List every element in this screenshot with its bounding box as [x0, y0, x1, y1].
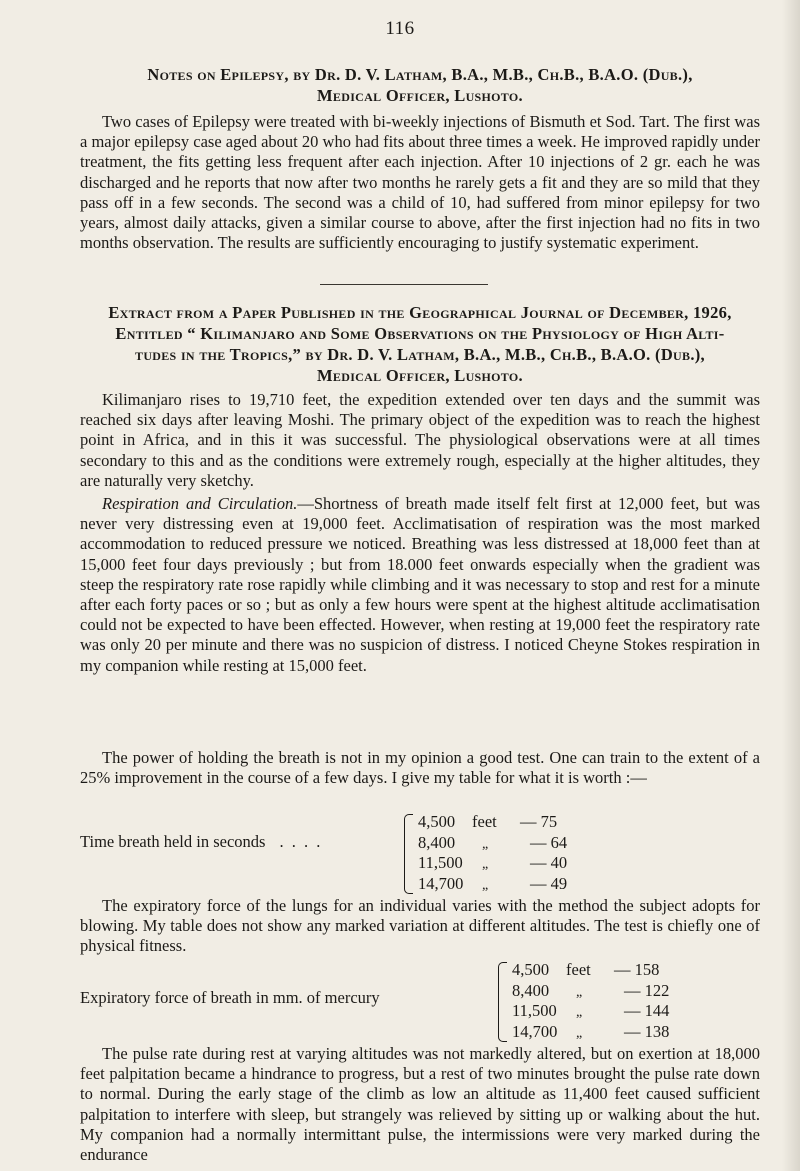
brace — [498, 962, 507, 1042]
expiratory-section — [80, 896, 760, 957]
kilimanjaro-intro — [80, 390, 760, 491]
breath-holding-section — [80, 748, 760, 788]
kilimanjaro-heading-line-3: tudes in the Tropics,” by Dr. D. V. Latham, B.A., M.B., Ch.B., B.A.O. (Dub.), — [135, 345, 705, 364]
epilepsy-heading-line-1: Notes on Epilepsy, by Dr. D. V. Latham, B.A., M.B., Ch.B., B.A.O. (Dub.), — [147, 65, 693, 84]
epilepsy-paragraph: Two cases of Epilepsy were treated with bi-weekly injections of Bismuth et Sod. Tart. The first was a major epilepsy case aged about 20 who had fits about three times a week. He improved rapidly under treatment, the fits getting less frequent after each injection. After 10 injections of 2 gr. each he was discharged and he reports that now after two months he rarely gets a fit and they are so mild that they pass off in a few seconds. The second was a child of 10, had suffered from minor epilepsy for two years, almost daily attacks, given a similar course to above, after the first injection had no fits in two months observation. The results are sufficiently encouraging to justify systematic experiment. — [80, 112, 760, 253]
kilimanjaro-heading-line-4: Medical Officer, Lushoto. — [317, 366, 523, 385]
respiration-text: —Shortness of breath made itself felt first at 12,000 feet, but was never very distressing even at 19,000 feet. Acclimatisation of respiration was the most marked accommodation to reduced pressure we noticed. Breathing was less distressed at 18,000 feet than at 15,000 feet four days previously ; but from 18.000 feet onwards especially when the gradient was steep the respiratory rate rose rapidly while climbing and it was necessary to stop and rest for a minute after each forty paces or so ; but as only a few hours were spent at the highest altitude acclimatisation could not be expected to have been effected. However, when resting at 19,000 feet the respiratory rate was only 20 per minute and there was no suspicion of distress. I noticed Cheyne Stokes respiration in my companion while resting at 15,000 feet. — [80, 494, 760, 675]
table-row: 4,500 feet — 158 — [512, 960, 660, 979]
epilepsy-heading — [80, 64, 760, 106]
table-row: 8,400 „ — 122 — [512, 980, 670, 1000]
table-row: 14,700 „ — 49 — [418, 873, 568, 893]
leader-dots: . . . . — [279, 832, 323, 851]
breath-held-table — [80, 812, 760, 896]
table-row: 14,700 „ — 138 — [512, 1021, 670, 1041]
section-divider — [320, 284, 488, 285]
kilimanjaro-heading — [80, 302, 760, 386]
kilimanjaro-paragraph-1: Kilimanjaro rises to 19,710 feet, the expedition extended over ten days and the summit was reached six days after leaving Moshi. The primary object of the expedition was to reach the highest point in Africa, and in this it was successful. The physiological observations were at all times secondary to this and as the conditions were extremely rough, especially at the higher altitudes, they are naturally very sketchy. — [80, 390, 760, 490]
expiratory-paragraph: The expiratory force of the lungs for an individual varies with the method the subject adopts for blowing. My table does not show any marked variation at different altitudes. The test is chiefly one of physical fitness. — [80, 896, 760, 956]
kilimanjaro-heading-line-1: Extract from a Paper Published in the Geographical Journal of December, 1926, — [108, 303, 732, 322]
kilimanjaro-heading-line-2: Entitled “ Kilimanjaro and Some Observations on the Physiology of High Alti- — [115, 324, 725, 343]
epilepsy-heading-line-2: Medical Officer, Lushoto. — [317, 86, 523, 105]
breath-held-table-label: Time breath held in seconds . . . . — [80, 832, 323, 851]
respiration-section — [80, 494, 760, 676]
expiratory-force-rows — [512, 960, 669, 1042]
pulse-section — [80, 1044, 760, 1165]
page-number: 116 — [385, 18, 415, 39]
table-row: 4,500 feet — 75 — [418, 812, 558, 831]
table-row: 8,400 „ — 64 — [418, 832, 568, 852]
expiratory-force-table — [80, 960, 760, 1044]
breath-held-rows — [418, 812, 567, 894]
pulse-paragraph: The pulse rate during rest at varying altitudes was not markedly altered, but on exertion at 18,000 feet palpitation became a hindrance to progress, but a rest of two minutes brought the pulse rate down to normal. During the early stage of the climb as low an altitude as 11,400 feet caused sufficient palpitation to interfere with sleep, but strangely was relieved by sitting up or walking about the hut. My companion had a normally intermittant pulse, the intermissions were very marked during the endurance — [80, 1044, 760, 1165]
expiratory-force-table-label: Expiratory force of breath in mm. of mercury — [80, 988, 380, 1007]
brace — [404, 814, 413, 894]
table-row: 11,500 „ — 40 — [418, 853, 568, 872]
respiration-subheading: Respiration and Circulation. — [102, 494, 298, 513]
table-row: 11,500 „ — 144 — [512, 1001, 670, 1020]
page-edge-shadow — [782, 0, 800, 1171]
respiration-paragraph — [80, 494, 760, 676]
breath-holding-paragraph: The power of holding the breath is not in my opinion a good test. One can train to the extent of a 25% improvement in the course of a few days. I give my table for what it is worth :— — [80, 748, 760, 788]
epilepsy-section — [80, 112, 760, 253]
